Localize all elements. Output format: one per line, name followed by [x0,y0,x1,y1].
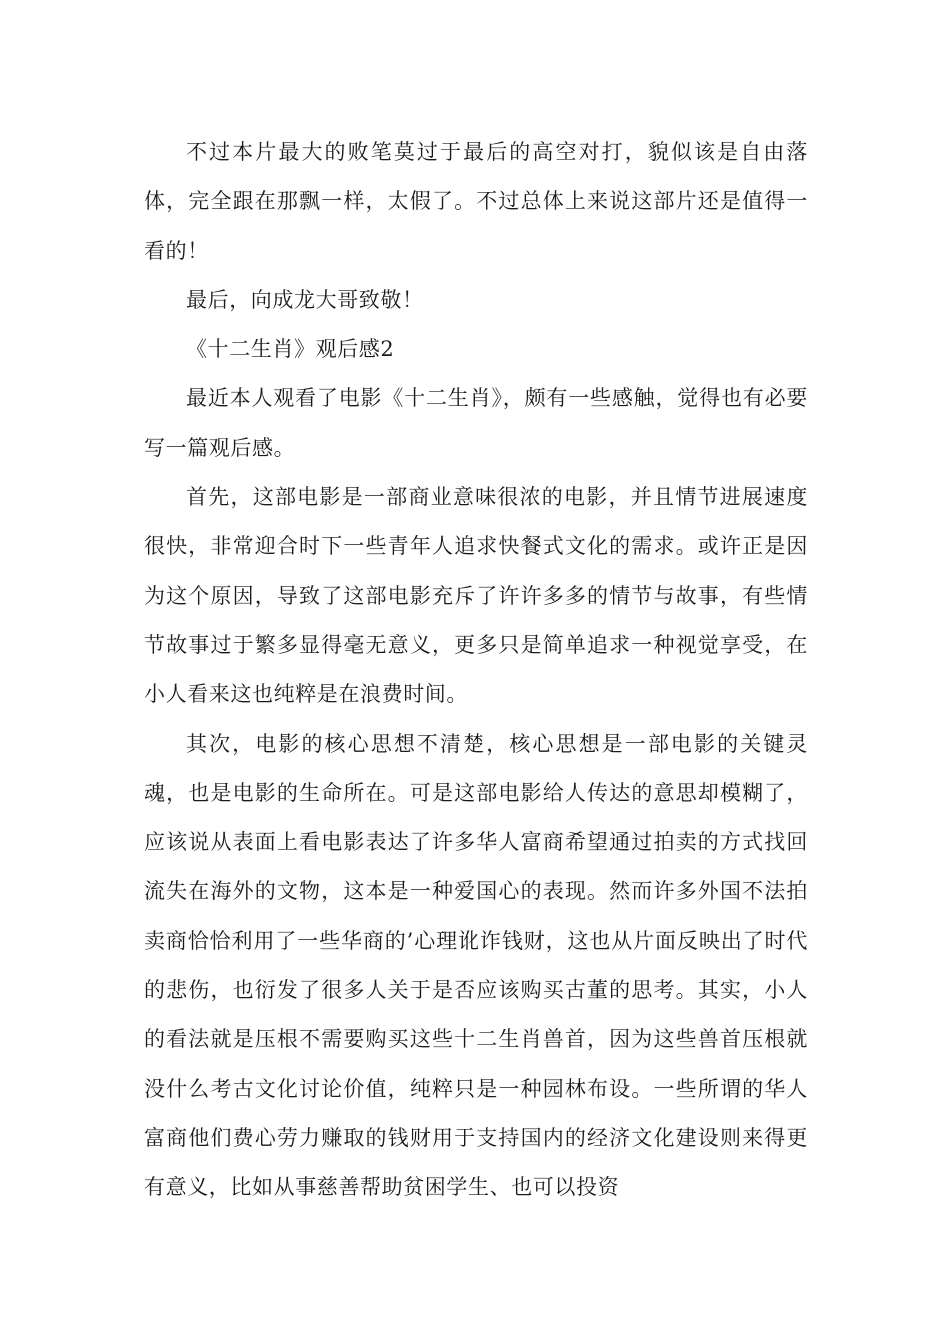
paragraph-first-point: 首先，这部电影是一部商业意味很浓的电影，并且情节进展速度很快，非常迎合时下一些青年人追求快餐式文化的需求。或许正是因为这个原因，导致了这部电影充斥了许许多多的情节与故事，有些情节故事过于繁多显得毫无意义，更多只是简单追求一种视觉享受，在小人看来这也纯粹是在浪费时间。 [144,485,808,707]
paragraph-tribute: 最后，向成龙大哥致敬！ [186,287,424,312]
paragraph-ending-critique: 不过本片最大的败笔莫过于最后的高空对打，貌似该是自由落体，完全跟在那飘一样，太假了。不过总体上来说这部片还是值得一看的！ [144,140,808,263]
paragraph-second-point: 其次，电影的核心思想不清楚，核心思想是一部电影的关键灵魂，也是电影的生命所在。可是这部电影给人传达的意思却模糊了，应该说从表面上看电影表达了许多华人富商希望通过拍卖的方式找回流失在海外的文物，这本是一种爱国心的表现。然而许多外国不法拍卖商恰恰利用了一些华商的’心理讹诈钱财，这也从片面反映出了时代的悲伤，也衍发了很多人关于是否应该购买古董的思考。其实，小人的看法就是压根不需要购买这些十二生肖兽首，因为这些兽首压根就没什么考古文化讨论价值，纯粹只是一种园林布设。一些所谓的华人富商他们费心劳力赚取的钱财用于支持国内的经济文化建设则来得更有意义，比如从事慈善帮助贫困学生、也可以投资 [144,731,808,1200]
section-title: 《十二生肖》观后感2 [186,337,395,362]
paragraph-intro: 最近本人观看了电影《十二生肖》，颇有一些感触，觉得也有必要写一篇观后感。 [144,386,808,460]
document-body [144,128,808,1213]
